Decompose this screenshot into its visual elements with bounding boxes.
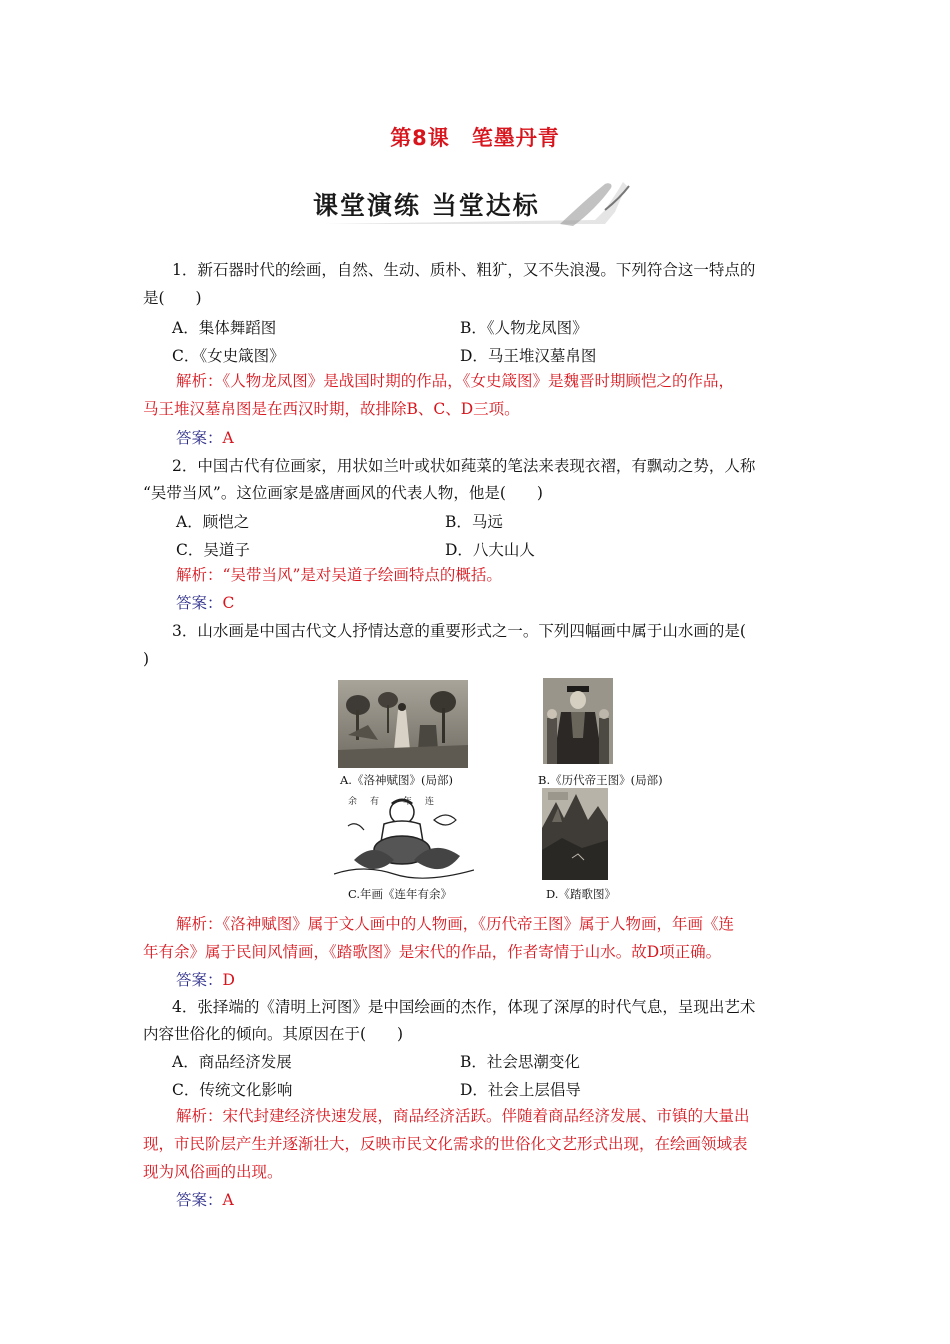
q3-answer-label: 答案： (176, 971, 223, 989)
q2-analysis-label: 解析： (176, 566, 223, 584)
q3-analysis-line1 (176, 913, 734, 935)
q4-option-a: A．商品经济发展 (172, 1053, 292, 1071)
q1-analysis-label: 解析： (176, 372, 223, 390)
q3-answer (176, 969, 235, 991)
q4-option-d: D．社会上层倡导 (460, 1081, 581, 1099)
q4-stem-line2: 内容世俗化的倾向。其原因在于( ) (143, 1025, 404, 1043)
q3-analysis-label: 解析： (176, 915, 223, 933)
emperor-portrait-image (543, 678, 613, 764)
mountain-landscape-image (542, 788, 608, 880)
q4-analysis-label: 解析： (176, 1107, 223, 1125)
q4-analysis-line2: 现，市民阶层产生并逐渐壮大，反映市民文化需求的世俗化文艺形式出现，在绘画领域表 (143, 1135, 748, 1153)
q1-analysis-text1: 《人物龙凤图》是战国时期的作品，《女史箴图》是魏晋时期顾恺之的作品， (222, 372, 735, 390)
q3-analysis-line2: 年有余》属于民间风情画，《踏歌图》是宋代的作品，作者寄情于山水。故D项正确。 (143, 943, 722, 961)
caption-d: D.《踏歌图》 (546, 887, 616, 901)
lesson-title: 第8课 笔墨丹青 (390, 126, 560, 150)
q1-answer-label: 答案： (176, 429, 223, 447)
caption-b: B.《历代帝王图》(局部) (538, 773, 663, 787)
q2-option-a: A．顾恺之 (176, 513, 250, 531)
q1-option-b: B．《人物龙凤图》 (460, 319, 588, 337)
caption-a: A.《洛神赋图》(局部) (340, 773, 453, 787)
nianhua-inscription: 余 有 年 连 (348, 797, 437, 807)
q4-answer-label: 答案： (176, 1191, 223, 1209)
q2-answer (176, 592, 234, 614)
q4-stem-line1: 4．张择端的《清明上河图》是中国绘画的杰作，体现了深厚的时代气息，呈现出艺术 (172, 998, 756, 1016)
q4-analysis-line3: 现为风俗画的出现。 (143, 1163, 283, 1181)
section-banner-text: 课堂演练 当堂达标 (313, 191, 540, 220)
q4-option-b: B．社会思潮变化 (460, 1053, 580, 1071)
q2-analysis-text1: “吴带当风”是对吴道子绘画特点的概括。 (222, 566, 502, 584)
figure-emperors-painting (543, 678, 613, 764)
q1-stem-line2: 是( ) (143, 289, 202, 307)
figure-luoshen-painting (338, 680, 468, 768)
q3-answer-value: D (222, 971, 235, 989)
q2-answer-value: C (222, 594, 235, 612)
q1-analysis-line1 (176, 370, 734, 392)
q2-stem-line1: 2．中国古代有位画家，用状如兰叶或状如莼菜的笔法来表现衣褶，有飘动之势，人称 (172, 457, 756, 475)
q4-answer (176, 1189, 234, 1211)
caption-c: C.年画《连年有余》 (348, 887, 453, 901)
q4-answer-value: A (222, 1191, 234, 1209)
q4-option-c: C．传统文化影响 (172, 1081, 293, 1099)
q2-answer-label: 答案： (176, 594, 223, 612)
q1-option-c: C．《女史箴图》 (172, 347, 285, 365)
figure-tage-painting (542, 788, 608, 880)
q1-stem-line1: 1．新石器时代的绘画，自然、生动、质朴、粗犷，又不失浪漫。下列符合这一特点的 (172, 261, 756, 279)
q2-analysis-line1 (176, 564, 502, 586)
luoshen-landscape-image (338, 680, 468, 768)
q1-answer-value: A (222, 429, 234, 447)
q3-analysis-text1: 《洛神赋图》属于文人画中的人物画，《历代帝王图》属于人物画，年画《连 (222, 915, 735, 933)
section-banner (305, 180, 635, 228)
q4-analysis-line1 (176, 1105, 750, 1127)
q1-option-a: A．集体舞蹈图 (172, 319, 277, 337)
q2-option-c: C．吴道子 (176, 541, 250, 559)
figure-nianhua (334, 790, 474, 882)
q2-option-d: D．八大山人 (445, 541, 535, 559)
q4-analysis-text1: 宋代封建经济快速发展，商品经济活跃。伴随着商品经济发展、市镇的大量出 (222, 1107, 750, 1125)
q2-stem-line2: “吴带当风”。这位画家是盛唐画风的代表人物，他是( ) (143, 484, 543, 502)
q3-stem-line2: ) (143, 650, 150, 668)
q1-option-d: D．马王堆汉墓帛图 (460, 347, 597, 365)
q3-stem-line1: 3．山水画是中国古代文人抒情达意的重要形式之一。下列四幅画中属于山水画的是( (172, 622, 746, 640)
q1-analysis-line2: 马王堆汉墓帛图是在西汉时期，故排除B、C、D三项。 (143, 400, 520, 418)
q1-answer (176, 427, 234, 449)
q2-option-b: B．马远 (445, 513, 503, 531)
